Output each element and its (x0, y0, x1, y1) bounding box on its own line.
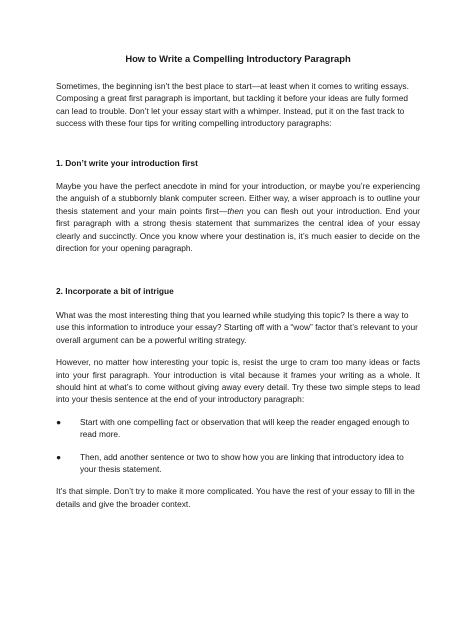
bullet-dot: ● (56, 451, 62, 462)
bullet-dot: ● (56, 416, 62, 427)
closing-paragraph: It’s that simple. Don’t try to make it more complicated. You have the rest of your essay to fill in the details and give the broader context. (56, 486, 415, 509)
bullet-item (56, 416, 420, 441)
intro-paragraph: Sometimes, the beginning isn’t the best place to start—at least when it comes to writing essays. Composing a great first paragraph is important, but tackling it before your ideas are fully formed can lead to trouble. Don’t let your essay start with a whimper. Instead, put it on the fast track to success with these four tips for writing compelling introductory paragraphs: (56, 81, 409, 129)
section-1-paragraph (56, 180, 420, 254)
bullet-text: Start with one compelling fact or observation that will keep the reader engaged enough to read more. (80, 416, 410, 440)
section-1-text-a: Maybe you have the perfect anecdote in mind for your introduction, or maybe you’re experiencing the anguish of a stubbornly blank computer screen. Either way, a wiser approach is to outline your thesis statement and your main points first— (56, 181, 420, 216)
section-2-paragraph-2: However, no matter how interesting your topic is, resist the urge to cram too many ideas or facts into your first paragraph. Your introduction is vital because it frames your writing as a whole. It should hint at what’s to come without giving away every detail. Try these two simple steps to lead into your thesis sentence at the end of your introductory paragraph: (56, 357, 420, 405)
section-2-paragraph-1: What was the most interesting thing that you learned while studying this topic? Is there a way to use this information to introduce your essay? Starting off with a “wow” factor that’s relevant to your overall argument can be a powerful writing strategy. (56, 309, 418, 345)
section-1-emphasis: then (227, 205, 244, 216)
bullet-text: Then, add another sentence or two to show how you are linking that introductory idea to your thesis statement. (80, 451, 404, 474)
document-page (56, 52, 420, 510)
bullet-item (56, 451, 420, 476)
section-2-heading: 2. Incorporate a bit of intrigue (56, 286, 174, 297)
document-title: How to Write a Compelling Introductory Paragraph (125, 53, 351, 64)
section-1-text-b: you can flesh out your introduction. End your first paragraph with a strong thesis statement that summarizes the central idea of your essay clearly and succinctly. Once you know where your destination is, it’s much easier to decide on the direction for your opening paragraph. (56, 205, 421, 254)
section-1-heading: 1. Don’t write your introduction first (56, 157, 198, 168)
